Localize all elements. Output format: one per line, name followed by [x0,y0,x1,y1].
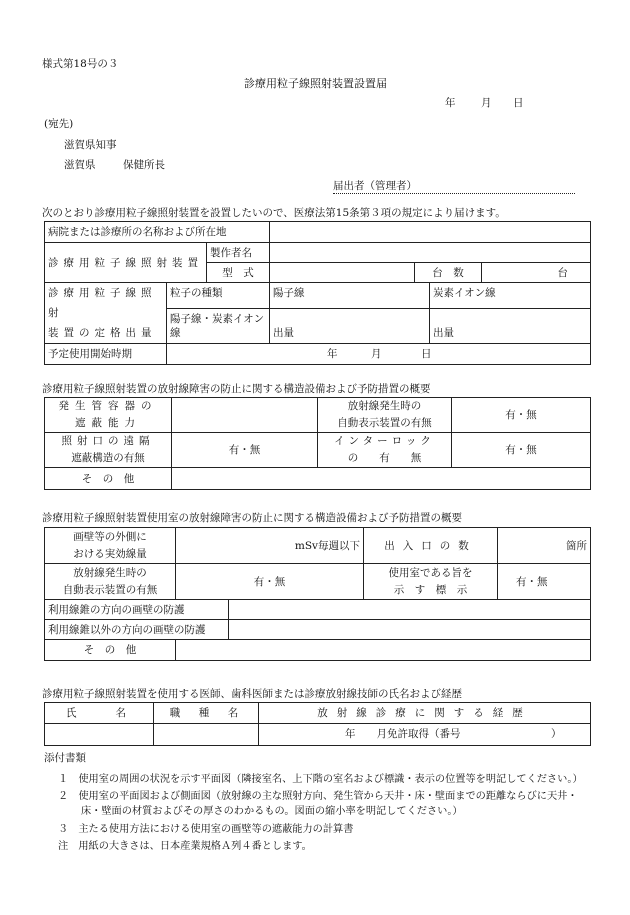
remote-shield-line2: 遮蔽構造の有無 [71,452,145,464]
shield-capacity-field[interactable] [172,398,318,433]
career-field[interactable] [259,724,591,746]
recipient-office: 保健所長 [123,159,165,171]
room-auto-display-line2: 自動表示装置の有無 [62,583,158,596]
attachment-item-2b: 床・壁面の材質およびその厚さのわかるもの。図面の縮小率を明記してください。） [81,806,463,817]
auto-display-line2: 自動表示装置の有無 [337,417,432,429]
job-header: 職 種 名 [154,703,259,724]
hospital-label: 病院または診療所の名称および所在地 [45,222,270,243]
rated-output-line1: 診療用粒子線照射 [48,287,157,319]
proton-label: 陽子線 [270,283,430,309]
room-other-label: そ の 他 [45,640,176,661]
entrance-count-label: 出入口の数 [364,528,498,564]
carbon-output-field[interactable]: 出量 [430,309,591,344]
entrance-count-field[interactable] [498,528,591,564]
interlock-choice[interactable]: 有・無 [452,433,591,468]
auto-display-label [318,398,452,433]
license-text: 年 月免許取得（番号 [345,728,461,740]
start-day: 日 [421,348,432,360]
job-field[interactable] [154,724,259,746]
attachments-heading: 添付書類 [44,752,86,764]
non-cone-direction-label: 利用線錐以外の方向の画壁の防護 [45,620,229,640]
interlock-line2-a: の [347,452,359,464]
section2-heading: 診療用粒子線照射装置の放射線障害の防止に関する構造設備および予防措置の概要 [42,383,431,395]
staff-table [44,702,591,746]
places-unit: 箇所 [566,539,587,552]
shield-capacity-line2: 遮蔽能力 [75,417,141,429]
device-protection-table [44,397,591,490]
interlock-label [318,433,452,468]
auto-display-line1: 放射線発生時の [347,400,422,412]
section4-heading: 診療用粒子線照射装置を使用する医師、歯科医師または診療放射線技師の氏名および経歴 [42,688,462,700]
device-label: 診療用粒子線照射装置 [45,243,207,283]
room-auto-display-choice[interactable]: 有・無 [176,564,364,600]
remote-shield-line1: 照射口の遠隔 [61,435,155,447]
proton-output-field[interactable]: 出量 [270,309,430,344]
room-protection-table [44,527,591,661]
paper-size-note: 注 用紙の大きさは、日本産業規格Ａ列４番とします。 [58,841,312,852]
room-other-field[interactable] [176,640,591,661]
date-day[interactable]: 日 [513,97,524,109]
start-year: 年 [327,348,338,360]
start-date-label: 予定使用開始時期 [45,344,167,365]
rated-output-label [45,283,167,344]
shield-capacity-label [45,398,172,433]
form-number: 様式第18号の３ [42,58,119,70]
maker-label: 製作者名 [207,243,270,263]
start-date-field[interactable] [167,344,591,365]
auto-display-choice[interactable]: 有・無 [452,398,591,433]
room-sign-label [364,564,498,600]
license-close: ） [551,728,562,740]
interlock-line1: インターロック [334,435,435,447]
room-sign-line2: 示 す 標 示 [393,583,468,596]
rated-output-line2: 装置の定格出量 [48,327,157,339]
date-year[interactable]: 年 [445,97,456,109]
count-field[interactable] [482,263,591,283]
recipient-pref: 滋賀県 [64,159,96,171]
carbon-label: 炭素イオン線 [430,283,591,309]
attachment-item-1: １ 使用室の周囲の状況を示す平面図（隣接室名、上下階の室名および標識・表示の位置等を明記してください。） [58,774,583,785]
msv-unit: mSv毎週以下 [294,539,360,552]
non-cone-direction-field[interactable] [229,620,591,640]
name-field[interactable] [45,724,154,746]
recipient-governor: 滋賀県知事 [64,139,117,151]
effective-dose-field[interactable] [176,528,364,564]
hospital-field[interactable] [270,222,591,243]
other-label: そ の 他 [45,468,172,490]
room-auto-display-line1: 放射線発生時の [73,566,147,579]
effective-dose-line1: 画壁等の外側に [73,530,147,543]
cone-direction-field[interactable] [229,600,591,620]
attachment-item-3: ３ 主たる使用方法における使用室の画壁等の遮蔽能力の計算書 [58,824,354,835]
recipient-label: (宛先) [44,118,74,130]
interlock-line2-c: 無 [410,452,422,464]
shield-capacity-line1: 発生管容器の [58,400,158,412]
remote-shield-choice[interactable]: 有・無 [172,433,318,468]
intro-text: 次のとおり診療用粒子線照射装置を設置したいので、医療法第15条第３項の規定により届けます。 [42,207,506,219]
other-field[interactable] [172,468,591,490]
main-info-table [44,221,591,365]
effective-dose-label [45,528,176,564]
attachment-item-2a: ２ 使用室の平面図および側面図（放射線の主な照射方向、発生管から天井・床・壁面までの距離ならびに天井・ [58,791,578,802]
room-auto-display-label [45,564,176,600]
document-title: 診療用粒子線照射装置設置届 [244,77,387,90]
applicant-label: 届出者（管理者） [333,180,417,192]
model-label: 型 式 [207,263,270,283]
start-month: 月 [371,348,382,360]
cone-direction-label: 利用線錐の方向の画壁の防護 [45,600,229,620]
particle-kind-label: 粒子の種類 [167,283,270,309]
name-header: 氏 名 [45,703,154,724]
maker-field[interactable] [270,243,591,263]
room-sign-choice[interactable]: 有・無 [498,564,591,600]
model-field[interactable] [270,263,415,283]
both-particle-option[interactable]: 陽子線・炭素イオン線 [167,309,270,344]
room-sign-line1: 使用室である旨を [388,566,473,579]
remote-shield-label [45,433,172,468]
career-header: 放射線診療に関する経歴 [259,703,591,724]
interlock-line2-b: 有 [379,452,390,464]
unit-dai: 台 [557,266,569,279]
applicant-field[interactable] [333,178,575,194]
date-month[interactable]: 月 [481,97,492,109]
section3-heading: 診療用粒子線照射装置使用室の放射線障害の防止に関する構造設備および予防措置の概要 [42,512,462,524]
effective-dose-line2: おける実効線量 [73,547,147,560]
count-label: 台 数 [415,263,482,283]
